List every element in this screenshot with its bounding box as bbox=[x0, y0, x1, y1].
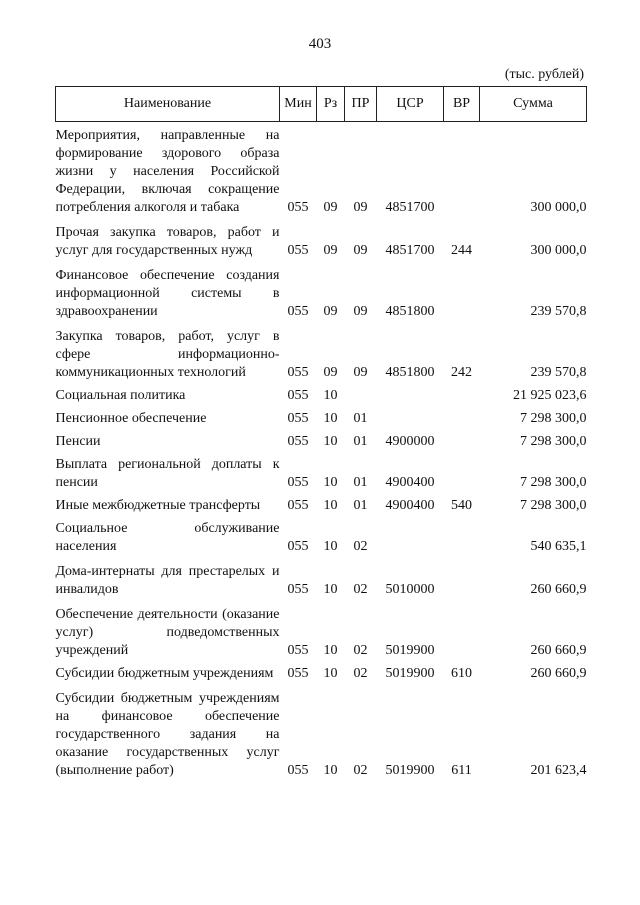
row-name: Социальное обслуживание населения bbox=[55, 521, 280, 554]
row-rz: 09 bbox=[323, 243, 338, 258]
row-sum: 260 660,9 bbox=[530, 643, 587, 658]
row-min: 055 bbox=[287, 434, 309, 449]
row-sum: 300 000,0 bbox=[530, 243, 587, 258]
row-vr: 244 bbox=[451, 243, 472, 258]
row-pr: 02 bbox=[353, 643, 368, 658]
row-csr: 4851800 bbox=[385, 304, 435, 319]
row-name: Дома-интернаты для престарелых и инвалидов bbox=[55, 564, 280, 597]
table-row bbox=[56, 515, 587, 556]
row-rz: 10 bbox=[323, 498, 338, 513]
row-rz: 10 bbox=[323, 388, 338, 403]
table-row bbox=[56, 260, 587, 321]
row-name: Закупка товаров, работ, услуг в сфере информационно-коммуникационных технологий bbox=[55, 329, 280, 380]
header-vr: ВР bbox=[444, 87, 480, 122]
row-pr: 02 bbox=[353, 539, 368, 554]
row-csr: 4851700 bbox=[385, 200, 435, 215]
row-sum: 300 000,0 bbox=[530, 200, 587, 215]
row-vr bbox=[444, 515, 480, 556]
row-min: 055 bbox=[287, 243, 309, 258]
row-pr: 02 bbox=[353, 763, 368, 778]
row-min: 055 bbox=[287, 666, 309, 681]
row-name: Пенсионное обеспечение bbox=[55, 411, 207, 426]
row-vr bbox=[444, 382, 480, 405]
header-sum: Сумма bbox=[480, 87, 587, 122]
row-rz: 10 bbox=[323, 763, 338, 778]
row-rz: 10 bbox=[323, 539, 338, 554]
table-row bbox=[56, 382, 587, 405]
row-min: 055 bbox=[287, 763, 309, 778]
row-csr: 4900400 bbox=[385, 498, 435, 513]
row-name: Социальная политика bbox=[55, 388, 186, 403]
row-sum: 21 925 023,6 bbox=[513, 388, 587, 403]
row-sum: 260 660,9 bbox=[530, 666, 587, 681]
row-vr bbox=[444, 556, 480, 599]
header-csr: ЦСР bbox=[377, 87, 444, 122]
table-row bbox=[56, 556, 587, 599]
units-label: (тыс. рублей) bbox=[504, 67, 584, 82]
row-rz: 10 bbox=[323, 475, 338, 490]
row-min: 055 bbox=[287, 388, 309, 403]
row-sum: 7 298 300,0 bbox=[520, 475, 587, 490]
row-rz: 10 bbox=[323, 643, 338, 658]
row-min: 055 bbox=[287, 411, 309, 426]
row-name: Субсидии бюджетным учреждениям на финансовое обеспечение государственного задания на оказание государственных услуг (выполнение работ) bbox=[55, 691, 280, 778]
row-pr: 09 bbox=[353, 243, 368, 258]
row-vr bbox=[444, 599, 480, 660]
budget-table bbox=[55, 86, 587, 780]
page-number: 403 bbox=[308, 36, 332, 52]
row-rz: 10 bbox=[323, 666, 338, 681]
row-min: 055 bbox=[287, 498, 309, 513]
row-min: 055 bbox=[287, 539, 309, 554]
row-name: Выплата региональной доплаты к пенсии bbox=[55, 457, 280, 490]
row-name: Обеспечение деятельности (оказание услуг) подведомственных учреждений bbox=[55, 607, 280, 658]
table-row bbox=[56, 492, 587, 515]
header-pr: ПР bbox=[345, 87, 377, 122]
row-csr: 5019900 bbox=[385, 763, 435, 778]
header-name: Наименование bbox=[56, 87, 280, 122]
row-vr bbox=[444, 122, 480, 218]
row-sum: 201 623,4 bbox=[530, 763, 587, 778]
row-pr: 09 bbox=[353, 200, 368, 215]
row-csr: 5010000 bbox=[385, 582, 435, 597]
row-vr: 610 bbox=[451, 666, 472, 681]
row-sum: 7 298 300,0 bbox=[520, 434, 587, 449]
header-min: Мин bbox=[280, 87, 317, 122]
table-row bbox=[56, 660, 587, 683]
row-min: 055 bbox=[287, 200, 309, 215]
row-csr bbox=[377, 515, 444, 556]
row-sum: 7 298 300,0 bbox=[520, 411, 587, 426]
row-name: Прочая закупка товаров, работ и услуг для государственных нужд bbox=[55, 225, 280, 258]
row-rz: 10 bbox=[323, 434, 338, 449]
row-rz: 09 bbox=[323, 365, 338, 380]
table-row bbox=[56, 321, 587, 382]
row-pr: 01 bbox=[353, 475, 368, 490]
row-vr bbox=[444, 428, 480, 451]
table-row bbox=[56, 428, 587, 451]
table-row bbox=[56, 405, 587, 428]
row-pr: 02 bbox=[353, 582, 368, 597]
row-sum: 239 570,8 bbox=[530, 365, 587, 380]
row-vr bbox=[444, 451, 480, 492]
row-sum: 260 660,9 bbox=[530, 582, 587, 597]
table-row bbox=[56, 451, 587, 492]
row-csr: 5019900 bbox=[385, 643, 435, 658]
row-min: 055 bbox=[287, 582, 309, 597]
table-header-row bbox=[56, 87, 587, 122]
row-csr bbox=[377, 382, 444, 405]
header-rz: Рз bbox=[317, 87, 345, 122]
row-csr: 4900400 bbox=[385, 475, 435, 490]
row-pr: 01 bbox=[353, 434, 368, 449]
row-min: 055 bbox=[287, 475, 309, 490]
row-pr: 09 bbox=[353, 365, 368, 380]
row-name: Пенсии bbox=[55, 434, 101, 449]
row-name: Иные межбюджетные трансферты bbox=[55, 498, 261, 513]
table-body bbox=[56, 122, 587, 781]
row-pr: 09 bbox=[353, 304, 368, 319]
row-csr: 4851800 bbox=[385, 365, 435, 380]
row-name: Субсидии бюджетным учреждениям bbox=[55, 666, 274, 681]
row-pr: 01 bbox=[353, 498, 368, 513]
row-rz: 10 bbox=[323, 411, 338, 426]
table-row bbox=[56, 217, 587, 260]
row-sum: 239 570,8 bbox=[530, 304, 587, 319]
row-sum: 540 635,1 bbox=[530, 539, 587, 554]
row-sum: 7 298 300,0 bbox=[520, 498, 587, 513]
table-row bbox=[56, 599, 587, 660]
row-vr: 540 bbox=[451, 498, 472, 513]
row-rz: 09 bbox=[323, 304, 338, 319]
row-vr bbox=[444, 260, 480, 321]
row-csr bbox=[377, 405, 444, 428]
row-rz: 10 bbox=[323, 582, 338, 597]
row-min: 055 bbox=[287, 643, 309, 658]
row-name: Мероприятия, направленные на формирование здорового образа жизни у населения Российской Федерации, включая сокращение потребления алкоголя и табака bbox=[55, 128, 280, 215]
row-pr bbox=[345, 382, 377, 405]
row-rz: 09 bbox=[323, 200, 338, 215]
row-vr bbox=[444, 405, 480, 428]
row-csr: 4851700 bbox=[385, 243, 435, 258]
row-min: 055 bbox=[287, 365, 309, 380]
row-csr: 5019900 bbox=[385, 666, 435, 681]
table-row bbox=[56, 122, 587, 218]
row-csr: 4900000 bbox=[385, 434, 435, 449]
row-name: Финансовое обеспечение создания информационной системы в здравоохранении bbox=[55, 268, 280, 319]
row-pr: 01 bbox=[353, 411, 368, 426]
row-min: 055 bbox=[287, 304, 309, 319]
row-vr: 242 bbox=[451, 365, 472, 380]
row-pr: 02 bbox=[353, 666, 368, 681]
table-row bbox=[56, 683, 587, 780]
row-vr: 611 bbox=[451, 763, 472, 778]
